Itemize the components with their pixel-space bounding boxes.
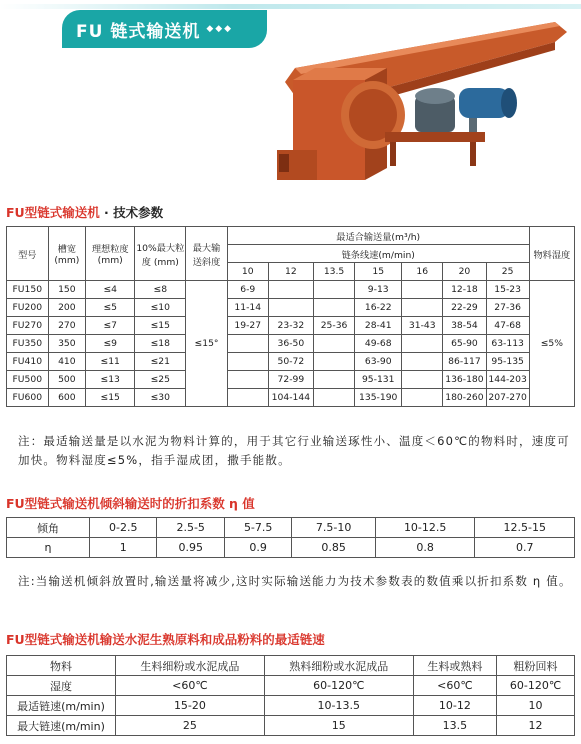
max-size-cell: ≤18 [135,335,186,353]
eta-value: 1 [90,538,157,558]
capacity-cell: 27-36 [486,299,529,317]
width-cell: 500 [48,371,86,389]
incline-value: 2.5-5 [157,518,224,538]
table-cell: 12 [497,716,575,736]
tech-params-note: 注：最适输送量是以水泥为物料计算的，用于其它行业输送琢性小、温度＜60℃的物料时，速度可加快。物料湿度≤5%，指手湿成团，撒手能散。 [18,434,570,467]
model-cell: FU350 [7,335,49,353]
table-cell: 10-13.5 [264,696,413,716]
max-size-cell: ≤10 [135,299,186,317]
chain-speed-table [6,655,575,736]
incline-value: 7.5-10 [292,518,376,538]
capacity-cell: 38-54 [443,317,486,335]
capacity-cell [402,353,443,371]
eta-value: 0.8 [375,538,475,558]
page-title-banner [62,10,267,48]
capacity-cell: 25-36 [313,317,354,335]
incline-value: 0-2.5 [90,518,157,538]
incline-value: 12.5-15 [475,518,575,538]
material-header: 粗粉回料 [497,656,575,676]
capacity-cell [402,299,443,317]
incline-factor-note: 注:当输送机倾斜放置时,输送量将减少,这时实际输送能力为技术参数表的数值乘以折扣系数 η 值。 [18,574,572,588]
capacity-cell: 49-68 [355,335,402,353]
banner-stripe [0,4,581,9]
capacity-cell: 47-68 [486,317,529,335]
conveyor-image [255,20,570,200]
capacity-cell: 28-41 [355,317,402,335]
capacity-cell: 36-50 [268,335,313,353]
header-ideal-size: 理想粒度 (mm) [86,227,135,281]
model-cell: FU410 [7,353,49,371]
width-cell: 410 [48,353,86,371]
table-cell: 15-20 [116,696,265,716]
capacity-cell [313,389,354,407]
capacity-cell: 9-13 [355,281,402,299]
max-size-cell: ≤8 [135,281,186,299]
tech-params-title: FU型链式输送机 · 技术参数 [6,205,164,220]
material-header: 物料 [7,656,116,676]
table-row [7,335,575,353]
incline-value: 10-12.5 [375,518,475,538]
header-model: 型号 [7,227,49,281]
capacity-cell [313,371,354,389]
material-header: 熟料细粉或水泥成品 [264,656,413,676]
width-cell: 200 [48,299,86,317]
capacity-cell: 144-203 [486,371,529,389]
capacity-cell [227,389,268,407]
capacity-cell: 95-135 [486,353,529,371]
capacity-cell: 136-180 [443,371,486,389]
ideal-size-cell: ≤9 [86,335,135,353]
capacity-cell: 31-43 [402,317,443,335]
capacity-cell: 135-190 [355,389,402,407]
model-cell: FU500 [7,371,49,389]
capacity-cell: 63-90 [355,353,402,371]
ideal-size-cell: ≤5 [86,299,135,317]
speed-header: 13.5 [313,263,354,281]
model-cell: FU150 [7,281,49,299]
capacity-cell: 6-9 [227,281,268,299]
header-chain-speed: 链条线速(m/min) [227,245,529,263]
table-cell: 湿度 [7,676,116,696]
capacity-cell: 16-22 [355,299,402,317]
capacity-cell: 19-27 [227,317,268,335]
capacity-cell [402,281,443,299]
page-title: FU 链式输送机 [76,21,201,42]
capacity-cell: 23-32 [268,317,313,335]
capacity-cell: 95-131 [355,371,402,389]
table-cell: 25 [116,716,265,736]
ideal-size-cell: ≤4 [86,281,135,299]
capacity-cell [402,389,443,407]
ideal-size-cell: ≤7 [86,317,135,335]
capacity-cell [227,371,268,389]
speed-header: 20 [443,263,486,281]
header-moisture: 物料湿度 [529,227,574,281]
model-cell: FU600 [7,389,49,407]
eta-value: 0.7 [475,538,575,558]
width-cell: 270 [48,317,86,335]
speed-header: 16 [402,263,443,281]
capacity-cell: 22-29 [443,299,486,317]
capacity-cell [268,299,313,317]
capacity-cell [227,353,268,371]
table-cell: 10 [497,696,575,716]
material-header: 生料细粉或水泥成品 [116,656,265,676]
capacity-cell: 63-113 [486,335,529,353]
table-cell: 最适链速(m/min) [7,696,116,716]
table-cell: 10-12 [413,696,496,716]
header-trough-width: 槽宽 (mm) [48,227,86,281]
incline-cell: ≤15° [186,281,227,407]
capacity-cell: 207-270 [486,389,529,407]
table-cell: <60℃ [413,676,496,696]
table-row [7,371,575,389]
speed-header: 12 [268,263,313,281]
eta-value: 0.95 [157,538,224,558]
width-cell: 350 [48,335,86,353]
max-size-cell: ≤15 [135,317,186,335]
table-row [7,281,575,299]
capacity-cell: 72-99 [268,371,313,389]
incline-factor-table [6,517,575,558]
speed-header: 25 [486,263,529,281]
max-size-cell: ≤25 [135,371,186,389]
ideal-size-cell: ≤13 [86,371,135,389]
capacity-cell [313,281,354,299]
table-cell: 60-120℃ [264,676,413,696]
capacity-cell: 50-72 [268,353,313,371]
capacity-cell: 15-23 [486,281,529,299]
capacity-cell [402,371,443,389]
table-cell: 最大链速(m/min) [7,716,116,736]
capacity-cell [313,299,354,317]
capacity-cell [268,281,313,299]
model-cell: FU270 [7,317,49,335]
incline-factor-title: FU型链式输送机倾斜输送时的折扣系数 η 值 [6,496,255,511]
table-row [7,353,575,371]
moisture-cell: ≤5% [529,281,574,407]
width-cell: 600 [48,389,86,407]
eta-label: η [7,538,90,558]
max-size-cell: ≤30 [135,389,186,407]
chain-speed-title: FU型链式输送机输送水泥生熟原料和成品粉料的最适链速 [6,632,325,647]
table-row [7,317,575,335]
header-capacity: 最适合输送量(m³/h) [227,227,529,245]
capacity-cell [313,335,354,353]
ideal-size-cell: ≤11 [86,353,135,371]
eta-value: 0.9 [224,538,291,558]
capacity-cell: 180-260 [443,389,486,407]
max-size-cell: ≤21 [135,353,186,371]
capacity-cell: 12-18 [443,281,486,299]
model-cell: FU200 [7,299,49,317]
ideal-size-cell: ≤15 [86,389,135,407]
header-max-size: 10%最大粒度 (mm) [135,227,186,281]
capacity-cell: 104-144 [268,389,313,407]
material-header: 生料或熟料 [413,656,496,676]
width-cell: 150 [48,281,86,299]
table-cell: 60-120℃ [497,676,575,696]
capacity-cell: 86-117 [443,353,486,371]
eta-value: 0.85 [292,538,376,558]
capacity-cell [313,353,354,371]
capacity-cell [402,335,443,353]
table-cell: <60℃ [116,676,265,696]
capacity-cell: 11-14 [227,299,268,317]
capacity-cell: 65-90 [443,335,486,353]
table-cell: 13.5 [413,716,496,736]
incline-value: 5-7.5 [224,518,291,538]
table-row [7,389,575,407]
diamond-decoration: ◆◆◆ [206,24,234,34]
tech-params-table [6,226,575,407]
header-max-incline: 最大输送斜度 [186,227,227,281]
speed-header: 10 [227,263,268,281]
table-cell: 15 [264,716,413,736]
capacity-cell [227,335,268,353]
table-row [7,299,575,317]
incline-label: 倾角 [7,518,90,538]
speed-header: 15 [355,263,402,281]
